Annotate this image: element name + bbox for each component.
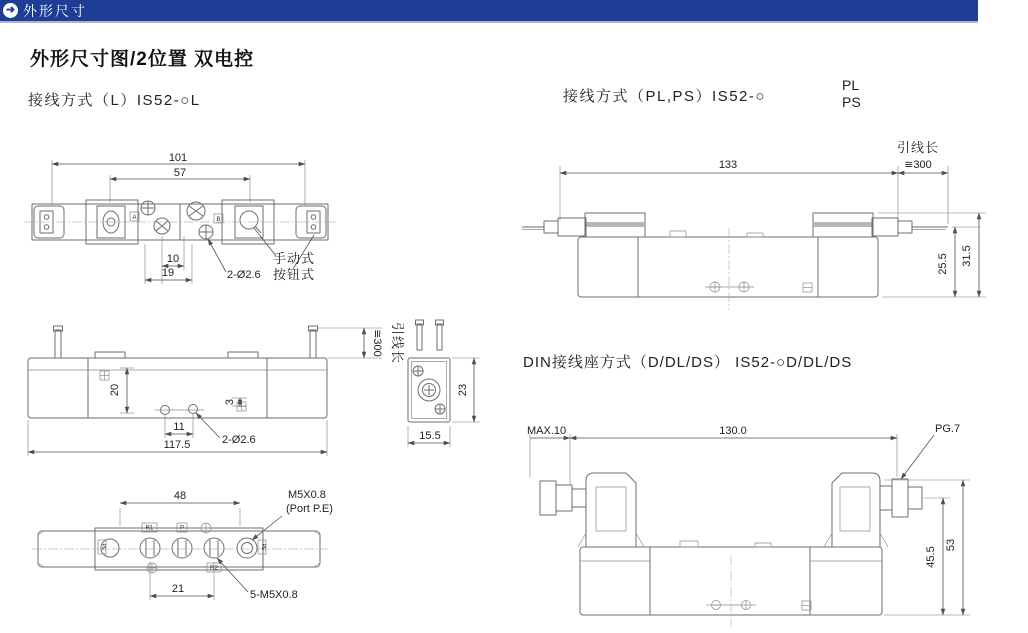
hole-note: 2-Ø2.6 — [227, 269, 261, 281]
port-a-label: A — [132, 214, 137, 221]
plps-view-drawing — [520, 128, 1024, 324]
dim-31-5: 31.5 — [961, 245, 973, 267]
page-title: 外形尺寸图/2位置 双电控 — [30, 49, 255, 70]
l-front-view-drawing — [8, 318, 412, 462]
dimensions-bottom — [145, 228, 315, 284]
dim-23: 23 — [457, 383, 469, 397]
dimensions — [28, 322, 405, 456]
din-view-drawing — [520, 415, 1028, 633]
port-pe-right-label: PE — [260, 543, 266, 551]
thread-note: M5X0.8 — [288, 489, 326, 501]
dimensions-right — [884, 480, 970, 615]
banner-title: 外形尺寸 — [23, 2, 87, 19]
dimensions-right — [878, 213, 986, 297]
plps-variant-stack — [842, 77, 861, 111]
dim-130: 130.0 — [719, 425, 747, 437]
callout-manual: 手动式 — [273, 251, 316, 266]
dim-53: 53 — [945, 538, 957, 552]
variant-pl: PL — [842, 77, 860, 93]
variant-ps: PS — [842, 94, 861, 110]
port-r2-label: R2 — [210, 565, 218, 572]
lead-length: ≅300 — [371, 329, 383, 357]
heading-din-type: DIN接线座方式（D/DL/DS） IS52-○D/DL/DS — [523, 354, 853, 371]
dimensions — [52, 152, 305, 205]
dim-48: 48 — [173, 490, 187, 502]
port-r1-label: R1 — [145, 525, 154, 532]
valve-body-side-view — [408, 320, 450, 422]
dim-11: 11 — [173, 421, 185, 433]
dim-45-5: 45.5 — [925, 546, 937, 568]
dim-57: 57 — [173, 167, 187, 179]
dimensions-bottom — [150, 558, 298, 601]
thread-all-note: 5-M5X0.8 — [250, 589, 298, 601]
heading-l-type: 接线方式（L）IS52-○L — [28, 92, 201, 109]
dim-117-5: 117.5 — [163, 439, 191, 451]
valve-body-plps — [522, 213, 948, 297]
callout-button: 按钮式 — [273, 267, 316, 282]
lead-length: ≅300 — [904, 159, 932, 171]
l-top-view-drawing — [20, 148, 352, 314]
thread-note-2: (Port P.E) — [286, 503, 333, 515]
dimensions-top — [527, 423, 960, 485]
dim-20: 20 — [109, 383, 121, 397]
l-side-view-drawing — [400, 318, 506, 464]
dim-19: 19 — [161, 267, 175, 279]
hole-note: 2-Ø2.6 — [222, 434, 256, 446]
valve-body-front-view — [28, 326, 327, 418]
dim-133: 133 — [718, 159, 738, 171]
dim-3: 3 — [224, 398, 236, 406]
lead-label: 引线长 — [896, 140, 940, 155]
port-p-label: P — [179, 525, 185, 532]
dim-10: 10 — [166, 253, 180, 265]
lead-label: 引线长 — [390, 321, 405, 365]
heading-plps-type: 接线方式（PL,PS）IS52-○ — [563, 88, 766, 105]
arrow-icon: ➜ — [3, 3, 18, 18]
dim-101: 101 — [168, 152, 188, 164]
dim-25-5: 25.5 — [937, 253, 949, 275]
port-b-label: B — [216, 216, 221, 223]
dim-21: 21 — [171, 583, 185, 595]
dim-15-5: 15.5 — [419, 430, 441, 442]
dimensions-top — [560, 140, 948, 224]
gland-note: PG.7 — [935, 423, 961, 435]
section-banner — [0, 0, 978, 23]
l-bottom-view-drawing — [10, 468, 360, 633]
port-pe-left-label: PE — [100, 543, 106, 551]
dim-max10: MAX.10 — [527, 425, 567, 437]
